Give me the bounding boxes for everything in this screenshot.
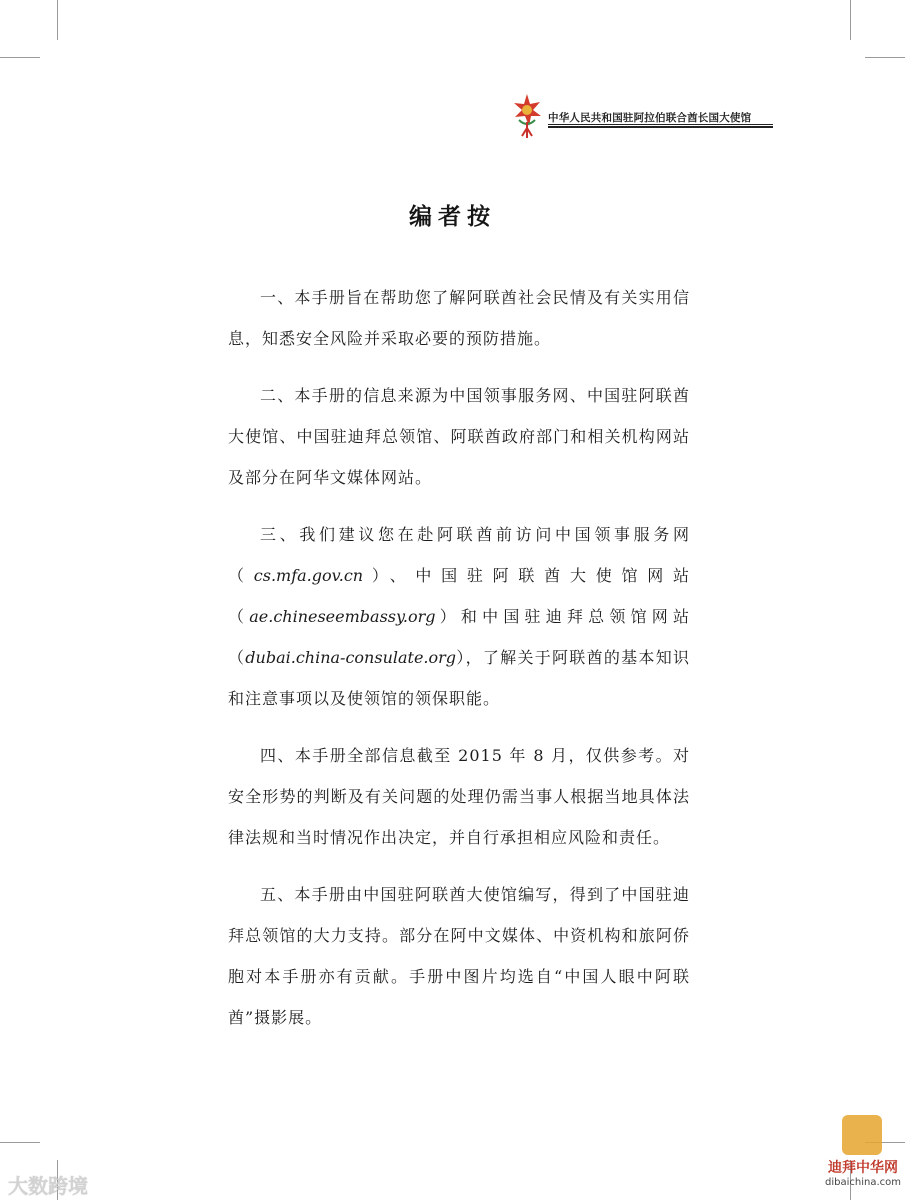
body-text (228, 277, 690, 1054)
watermark-logo-icon (842, 1115, 882, 1155)
paragraph-2 (228, 375, 690, 498)
watermark-left: 大数跨境 (8, 1174, 88, 1198)
embassy-website-url[interactable]: ae.chineseembassy.org (249, 607, 436, 626)
crop-mark (0, 57, 40, 58)
consular-service-url[interactable]: cs.mfa.gov.cn (253, 566, 364, 585)
paragraph-text: ）、中国驻阿联酋大使馆网站（ (228, 566, 690, 626)
embassy-name: 中华人民共和国驻阿拉伯联合酋长国大使馆 (548, 112, 752, 124)
paragraph-text: 三、我们建议您在赴阿联酋前访问中国领事服务网（ (228, 525, 690, 585)
crop-mark (865, 57, 905, 58)
paragraph-text: 二、本手册的信息来源为中国领事服务网、中国驻阿联酋大使馆、中国驻迪拜总领馆、阿联酋政府部门和相关机构网站及部分在阿华文媒体网站。 (228, 386, 690, 487)
paragraph-text: ）和中国驻迪拜总领馆网站（ (228, 607, 690, 667)
watermark-cn: 迪拜中华网 (828, 1160, 898, 1176)
paragraph-text: ），了解关于阿联酋的基本知识和注意事项以及使领馆的领保职能。 (228, 648, 690, 708)
paragraph-5 (228, 874, 690, 1038)
page-header (505, 92, 770, 140)
paragraph-4 (228, 735, 690, 858)
embassy-emblem-icon (505, 92, 549, 140)
paragraph-1 (228, 277, 690, 359)
consulate-website-url[interactable]: dubai.china-consulate.org (245, 648, 457, 667)
crop-mark (0, 1142, 40, 1143)
crop-mark (850, 0, 851, 40)
header-rule (548, 126, 773, 128)
paragraph-text: 一、本手册旨在帮助您了解阿联酋社会民情及有关实用信息，知悉安全风险并采取必要的预防措施。 (228, 288, 690, 348)
paragraph-text: 四、本手册全部信息截至 2015 年 8 月，仅供参考。对安全形势的判断及有关问题的处理仍需当事人根据当地具体法律法规和当时情况作出决定，并自行承担相应风险和责任。 (228, 746, 690, 847)
paragraph-3 (228, 514, 690, 719)
page-title: 编者按 (409, 203, 496, 230)
watermark-en: dibaichina.com (825, 1177, 901, 1188)
header-rule (548, 124, 773, 125)
crop-mark (57, 0, 58, 40)
paragraph-text: 五、本手册由中国驻阿联酋大使馆编写，得到了中国驻迪拜总领馆的大力支持。部分在阿中文媒体、中资机构和旅阿侨胞对本手册亦有贡献。手册中图片均选自“中国人眼中阿联酋”摄影展。 (228, 885, 690, 1027)
watermark-right (822, 1115, 904, 1195)
